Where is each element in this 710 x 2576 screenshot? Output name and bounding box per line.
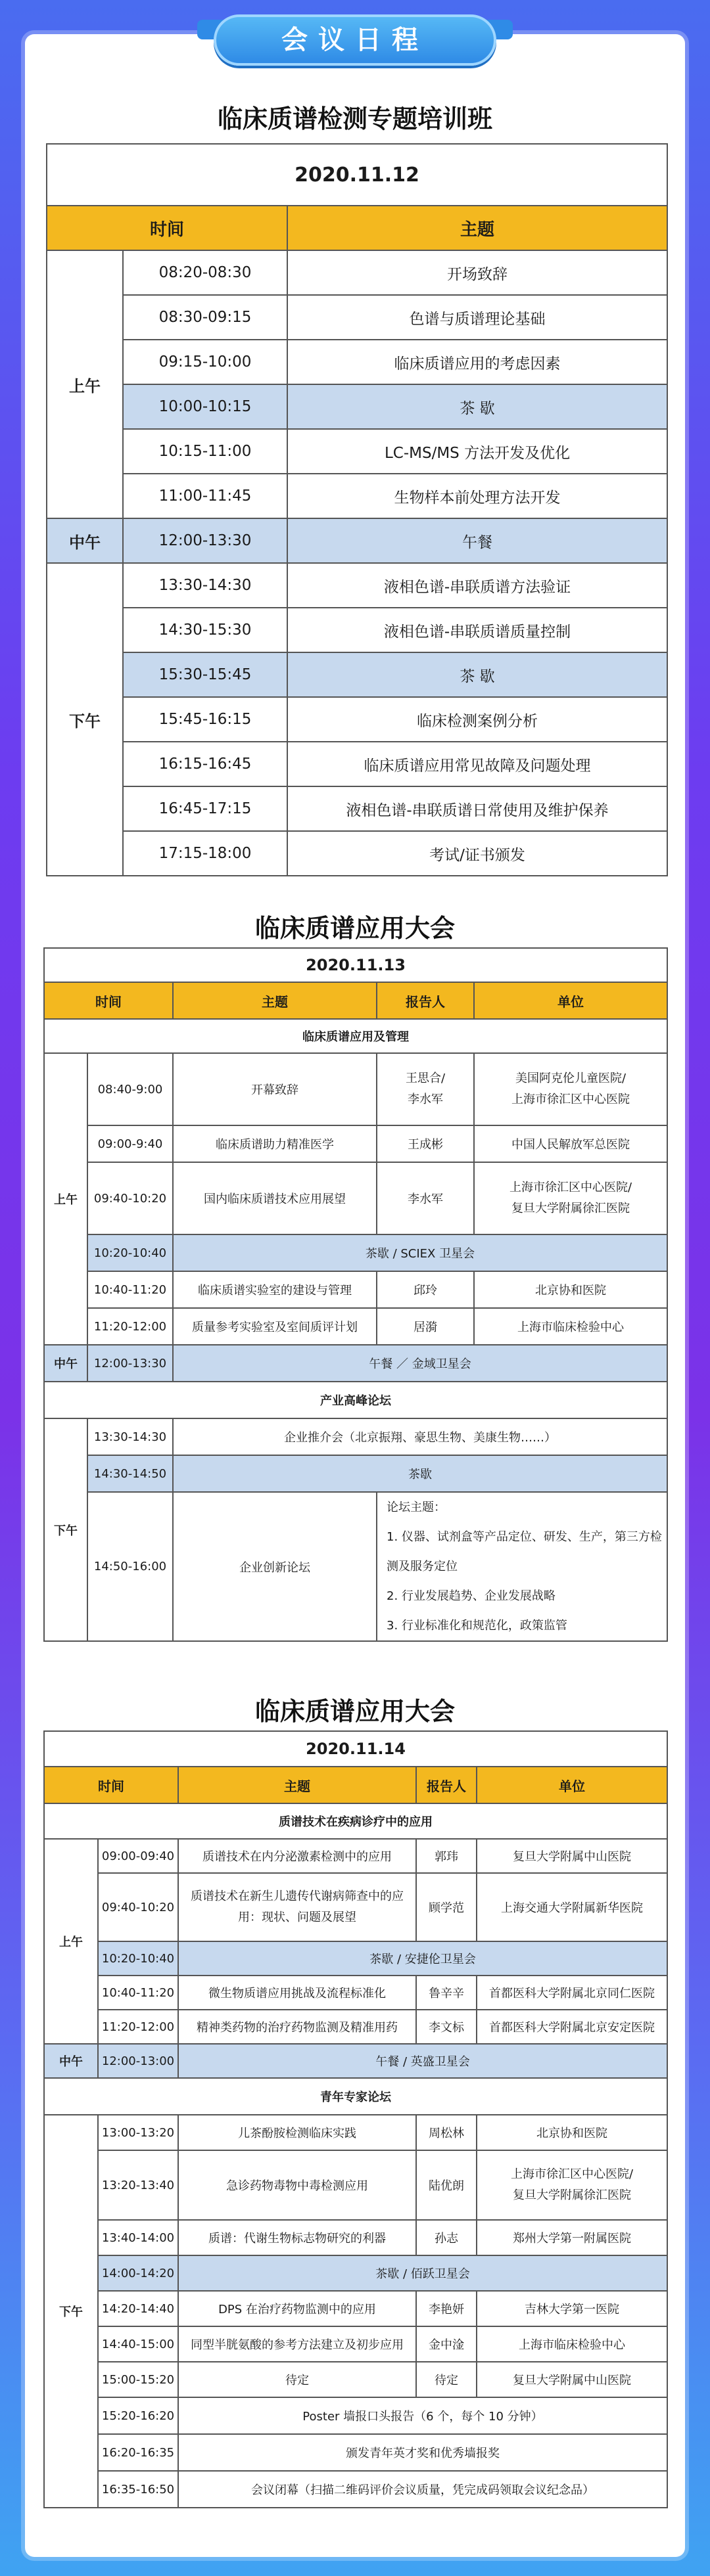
unit-cell (477, 2150, 667, 2220)
time-cell: 16:35-16:50 (98, 2471, 178, 2508)
speaker-cell: 居漪 (377, 1308, 474, 1345)
topic-cell: 生物样本前处理方法开发 (287, 474, 667, 518)
forum-line: 3. 行业标准化和规范化，政策监管 (387, 1619, 567, 1633)
section1-title: 临床质谱检测专题培训班 (217, 104, 492, 133)
section3-title: 临床质谱应用大会 (254, 1697, 455, 1726)
time-cell: 10:20-10:40 (87, 1234, 173, 1271)
subsection-title: 青年专家论坛 (44, 2078, 667, 2115)
time-cell: 09:00-9:40 (87, 1125, 173, 1162)
time-cell: 13:30-14:30 (87, 1418, 173, 1455)
time-cell: 10:20-10:40 (98, 1941, 178, 1976)
period-am: 上午 (44, 1839, 98, 2044)
section3-date: 2020.11.14 (44, 1731, 667, 1767)
topic-cell: 质谱技术在内分泌激素检测中的应用 (178, 1839, 416, 1873)
topic-cell (178, 1873, 416, 1941)
period-noon: 中午 (44, 1345, 87, 1382)
unit-line: 上海市徐汇区中心医院 (511, 1093, 630, 1106)
header-topic: 主题 (178, 1767, 416, 1803)
topic-cell: 会议闭幕（扫描二维码评价会议质量，凭完成码领取会议纪念品） (178, 2471, 667, 2508)
topic-cell: 企业推介会（北京振翔、豪思生物、美康生物……） (173, 1418, 667, 1455)
time-cell: 14:50-16:00 (87, 1492, 173, 1641)
unit-cell (474, 1053, 667, 1125)
time-cell: 16:45-17:15 (123, 786, 287, 831)
time-cell: 10:00-10:15 (123, 384, 287, 429)
subsection-title: 质谱技术在疾病诊疗中的应用 (44, 1803, 667, 1839)
unit-cell: 郑州大学第一附属医院 (477, 2220, 667, 2255)
topic-cell: 微生物质谱应用挑战及流程标准化 (178, 1976, 416, 2010)
speaker-cell: 鲁辛辛 (416, 1976, 477, 2010)
time-cell: 14:30-14:50 (87, 1455, 173, 1492)
period-pm: 下午 (44, 1418, 87, 1641)
header-time: 时间 (47, 206, 287, 250)
time-cell: 16:20-16:35 (98, 2434, 178, 2471)
unit-cell: 上海市临床检验中心 (474, 1308, 667, 1345)
topic-cell: 午餐 ／ 金域卫星会 (173, 1345, 667, 1382)
topic-cell: 临床质谱实验室的建设与管理 (173, 1271, 377, 1308)
speaker-cell: 陆优朗 (416, 2150, 477, 2220)
unit-cell: 吉林大学第一医院 (477, 2291, 667, 2326)
topic-cell: 待定 (178, 2362, 416, 2397)
header-time: 时间 (44, 1767, 178, 1803)
unit-cell: 北京协和医院 (477, 2115, 667, 2150)
header-speaker: 报告人 (416, 1767, 477, 1803)
speaker-cell: 孙志 (416, 2220, 477, 2255)
speaker-cell: 周松林 (416, 2115, 477, 2150)
topic-cell: 午餐 (287, 518, 667, 563)
header-topic: 主题 (287, 206, 667, 250)
topic-cell: LC-MS/MS 方法开发及优化 (287, 429, 667, 474)
topic-cell: 色谱与质谱理论基础 (287, 295, 667, 340)
time-cell: 14:00-14:20 (98, 2255, 178, 2291)
section2-date: 2020.11.13 (44, 948, 667, 982)
topic-cell: 茶歇 (173, 1455, 667, 1492)
unit-line: 上海市徐汇区中心医院/ (510, 2167, 634, 2181)
time-cell: 09:00-09:40 (98, 1839, 178, 1873)
time-cell: 17:15-18:00 (123, 831, 287, 876)
topic-cell: 开场致辞 (287, 250, 667, 295)
time-cell: 08:40-9:00 (87, 1053, 173, 1125)
topic-cell: 质量参考实验室及室间质评计划 (173, 1308, 377, 1345)
header-speaker: 报告人 (377, 982, 474, 1019)
period-am: 上午 (47, 250, 123, 518)
forum-topics (377, 1492, 667, 1641)
speaker-cell: 郭玮 (416, 1839, 477, 1873)
time-cell: 09:40-10:20 (98, 1873, 178, 1941)
topic-cell: 质谱：代谢生物标志物研究的利器 (178, 2220, 416, 2255)
time-cell: 14:30-15:30 (123, 608, 287, 652)
topic-cell: 茶 歇 (287, 652, 667, 697)
topic-cell: 茶歇 / 安捷伦卫星会 (178, 1941, 667, 1976)
period-noon: 中午 (44, 2044, 98, 2078)
time-cell: 13:30-14:30 (123, 563, 287, 608)
time-cell: 10:40-11:20 (98, 1976, 178, 2010)
unit-cell: 首都医科大学附属北京安定医院 (477, 2010, 667, 2044)
time-cell: 11:00-11:45 (123, 474, 287, 518)
topic-cell: 临床质谱助力精准医学 (173, 1125, 377, 1162)
topic-cell: 茶歇 / 佰跃卫星会 (178, 2255, 667, 2291)
topic-cell: 临床质谱应用常见故障及问题处理 (287, 742, 667, 786)
forum-line: 2. 行业发展趋势、企业发展战略 (387, 1589, 556, 1603)
section2-title: 临床质谱应用大会 (254, 914, 455, 943)
time-cell: 10:15-11:00 (123, 429, 287, 474)
topic-cell: 茶 歇 (287, 384, 667, 429)
subsection-title: 临床质谱应用及管理 (44, 1019, 667, 1053)
topic-cell: 液相色谱-串联质谱方法验证 (287, 563, 667, 608)
section1-table (46, 143, 668, 876)
topic-cell: 临床质谱应用的考虑因素 (287, 340, 667, 384)
header-time: 时间 (44, 982, 173, 1019)
topic-line: 用：现状、问题及展望 (238, 1910, 356, 1924)
speaker-cell: 李文标 (416, 2010, 477, 2044)
topic-line: 质谱技术在新生儿遗传代谢病筛查中的应 (191, 1889, 404, 1903)
unit-line: 上海市徐汇区中心医院/ (509, 1180, 632, 1194)
time-cell: 10:40-11:20 (87, 1271, 173, 1308)
forum-line: 论坛主题： (387, 1501, 446, 1514)
topic-cell: 急诊药物毒物中毒检测应用 (178, 2150, 416, 2220)
section2-table (43, 947, 668, 1642)
time-cell: 09:15-10:00 (123, 340, 287, 384)
unit-cell: 上海交通大学附属新华医院 (477, 1873, 667, 1941)
speaker-cell: 待定 (416, 2362, 477, 2397)
speaker-cell (377, 1053, 474, 1125)
topic-cell: 儿茶酚胺检测临床实践 (178, 2115, 416, 2150)
time-cell: 16:15-16:45 (123, 742, 287, 786)
time-cell: 15:45-16:15 (123, 697, 287, 742)
time-cell: 08:20-08:30 (123, 250, 287, 295)
header-unit: 单位 (474, 982, 667, 1019)
period-pm: 下午 (47, 563, 123, 876)
time-cell: 15:30-15:45 (123, 652, 287, 697)
time-cell: 12:00-13:30 (87, 1345, 173, 1382)
time-cell: 15:00-15:20 (98, 2362, 178, 2397)
time-cell: 08:30-09:15 (123, 295, 287, 340)
speaker-cell: 邱玲 (377, 1271, 474, 1308)
topic-cell: 液相色谱-串联质谱质量控制 (287, 608, 667, 652)
period-pm: 下午 (44, 2115, 98, 2508)
time-cell: 11:20-12:00 (87, 1308, 173, 1345)
unit-line: 复旦大学附属徐汇医院 (513, 2188, 631, 2202)
topic-cell: 午餐 / 英盛卫星会 (178, 2044, 667, 2078)
time-cell: 14:20-14:40 (98, 2291, 178, 2326)
speaker-cell: 金中淦 (416, 2326, 477, 2362)
unit-cell: 上海市临床检验中心 (477, 2326, 667, 2362)
header-unit: 单位 (477, 1767, 667, 1803)
unit-cell: 北京协和医院 (474, 1271, 667, 1308)
unit-cell: 首都医科大学附属北京同仁医院 (477, 1976, 667, 2010)
time-cell: 12:00-13:30 (123, 518, 287, 563)
unit-line: 美国阿克伦儿童医院/ (515, 1071, 627, 1085)
speaker-line: 王思合/ (405, 1071, 446, 1085)
time-cell: 09:40-10:20 (87, 1162, 173, 1234)
period-noon: 中午 (47, 518, 123, 563)
topic-cell: 国内临床质谱技术应用展望 (173, 1162, 377, 1234)
forum-line: 1. 仪器、试剂盒等产品定位、研发、生产，第三方检测及服务定位 (387, 1530, 662, 1573)
topic-cell: 考试/证书颁发 (287, 831, 667, 876)
speaker-cell: 王成彬 (377, 1125, 474, 1162)
unit-line: 复旦大学附属徐汇医院 (511, 1202, 630, 1215)
time-cell: 15:20-16:20 (98, 2397, 178, 2434)
speaker-cell: 顾学范 (416, 1873, 477, 1941)
topic-cell: 同型半胱氨酸的参考方法建立及初步应用 (178, 2326, 416, 2362)
unit-cell: 复旦大学附属中山医院 (477, 2362, 667, 2397)
unit-cell: 复旦大学附属中山医院 (477, 1839, 667, 1873)
topic-cell: 颁发青年英才奖和优秀墙报奖 (178, 2434, 667, 2471)
banner-title: 会议日程 (214, 14, 496, 66)
speaker-cell: 李水军 (377, 1162, 474, 1234)
unit-cell (474, 1162, 667, 1234)
unit-cell: 中国人民解放军总医院 (474, 1125, 667, 1162)
header-topic: 主题 (173, 982, 377, 1019)
period-am: 上午 (44, 1053, 87, 1345)
topic-cell: 精神类药物的治疗药物监测及精准用药 (178, 2010, 416, 2044)
topic-cell: DPS 在治疗药物监测中的应用 (178, 2291, 416, 2326)
topic-cell: Poster 墙报口头报告（6 个，每个 10 分钟） (178, 2397, 667, 2434)
section3-table (43, 1730, 668, 2508)
topic-cell: 临床检测案例分析 (287, 697, 667, 742)
time-cell: 13:00-13:20 (98, 2115, 178, 2150)
subsection-title: 产业高峰论坛 (44, 1382, 667, 1418)
topic-cell: 企业创新论坛 (173, 1492, 377, 1641)
time-cell: 11:20-12:00 (98, 2010, 178, 2044)
time-cell: 12:00-13:00 (98, 2044, 178, 2078)
speaker-cell: 李艳妍 (416, 2291, 477, 2326)
time-cell: 14:40-15:00 (98, 2326, 178, 2362)
topic-cell: 茶歇 / SCIEX 卫星会 (173, 1234, 667, 1271)
time-cell: 13:40-14:00 (98, 2220, 178, 2255)
topic-cell: 开幕致辞 (173, 1053, 377, 1125)
section1-date: 2020.11.12 (47, 144, 667, 206)
topic-cell: 液相色谱-串联质谱日常使用及维护保养 (287, 786, 667, 831)
time-cell: 13:20-13:40 (98, 2150, 178, 2220)
speaker-line: 李水军 (408, 1093, 443, 1106)
